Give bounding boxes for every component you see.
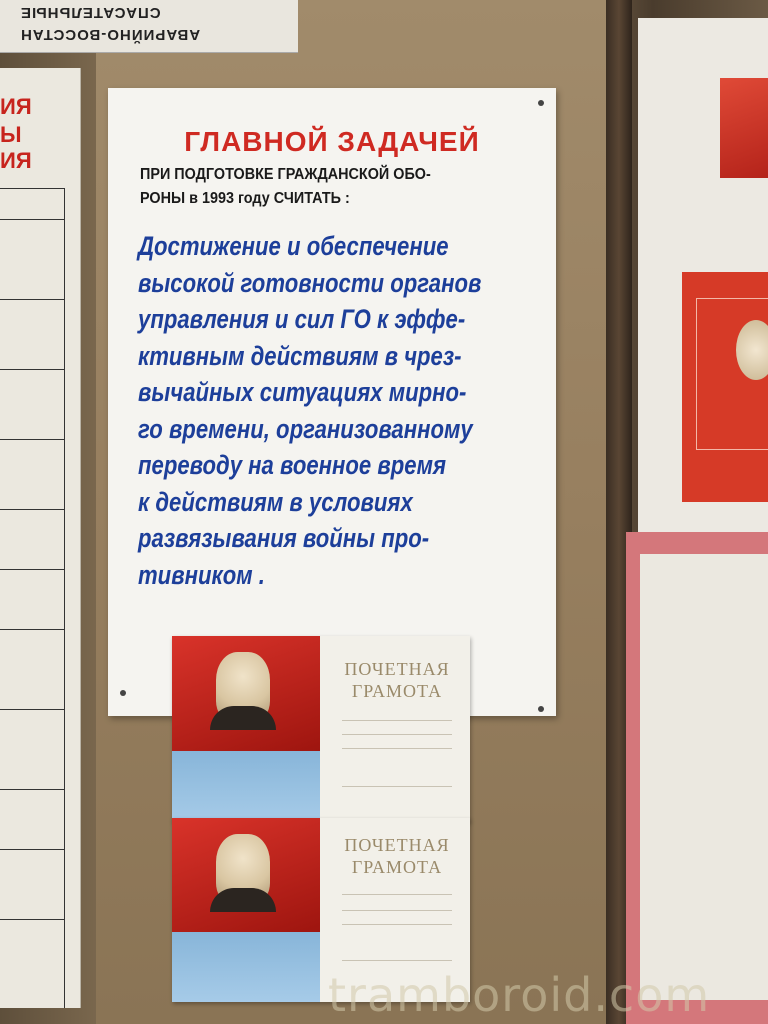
certificate-text-line — [342, 924, 452, 927]
right-red-certificate — [682, 272, 768, 502]
blank-sheet — [640, 554, 768, 1000]
left-poster-heading-1: ИЯ — [0, 94, 32, 119]
table-row — [0, 569, 64, 574]
poster-body-line: ктивным действиям в чрез- — [138, 340, 462, 371]
certificate-title-line-1: ПОЧЕТНАЯ — [344, 659, 450, 679]
table-row — [0, 919, 64, 924]
poster-body-line: вычайных ситуациях мирно- — [138, 377, 467, 407]
left-poster-table — [0, 188, 65, 1008]
poster-body-line: Достижение и обеспечение — [138, 231, 449, 261]
table-row — [0, 299, 64, 304]
portrait-suit — [210, 706, 276, 730]
portrait-icon — [736, 320, 768, 380]
table-row — [0, 709, 64, 714]
civil-defense-poster — [108, 88, 556, 716]
table-row — [0, 789, 64, 794]
top-sign — [0, 0, 298, 53]
poster-body-line: к действиям в условиях — [138, 486, 413, 517]
poster-body-line: развязывания войны про- — [138, 523, 430, 553]
top-sign-line-2: АВАРИЙНО-ВОССТАН — [20, 26, 201, 43]
table-row — [0, 369, 64, 374]
table-row — [0, 439, 64, 444]
table-row — [0, 849, 64, 854]
left-poster-heading-3: ИЯ — [0, 148, 32, 173]
certificate-text-line — [342, 894, 452, 897]
certificate-text-line — [342, 720, 452, 723]
pin-icon — [538, 100, 544, 106]
poster-title: ГЛАВНОЙ ЗАДАЧЕЙ — [184, 126, 480, 157]
left-poster-heading-2: Ы — [0, 122, 22, 147]
poster-subtitle-line-2: РОНЫ в 1993 году СЧИТАТЬ : — [140, 190, 350, 207]
poster-subtitle-line-1: ПРИ ПОДГОТОВКЕ ГРАЖДАНСКОЙ ОБО- — [140, 166, 431, 183]
certificate-text-line — [342, 960, 452, 963]
certificate-title-line-2: ГРАМОТА — [351, 857, 443, 877]
poster-body-line: го времени, организованному — [138, 413, 473, 444]
table-row — [0, 219, 64, 224]
certificate-title-line-2: ГРАМОТА — [351, 681, 443, 701]
poster-body-line: управления и сил ГО к эффе- — [138, 304, 466, 334]
certificate-text-line — [342, 734, 452, 737]
pin-icon — [120, 690, 126, 696]
left-poster — [0, 68, 81, 1008]
poster-body-line: тивником . — [138, 559, 265, 590]
right-red-flag-icon — [720, 78, 768, 178]
certificate-text-line — [342, 910, 452, 913]
pin-icon — [538, 706, 544, 712]
portrait-suit — [210, 888, 276, 912]
watermark: tramboroid.com — [328, 968, 711, 1022]
certificate-text-line — [342, 786, 452, 789]
certificate-title-line-1: ПОЧЕТНАЯ — [344, 835, 450, 855]
table-row — [0, 509, 64, 514]
poster-body-line: высокой готовности органов — [138, 267, 482, 298]
poster-body — [138, 228, 538, 593]
table-row — [0, 629, 64, 634]
poster-body-line: переводу на военное время — [138, 450, 447, 480]
certificate-text-line — [342, 748, 452, 751]
honor-certificate — [172, 636, 470, 822]
pink-board — [626, 532, 768, 1024]
top-sign-line-1: СПАСАТЕЛЬНЫЕ — [20, 4, 161, 21]
